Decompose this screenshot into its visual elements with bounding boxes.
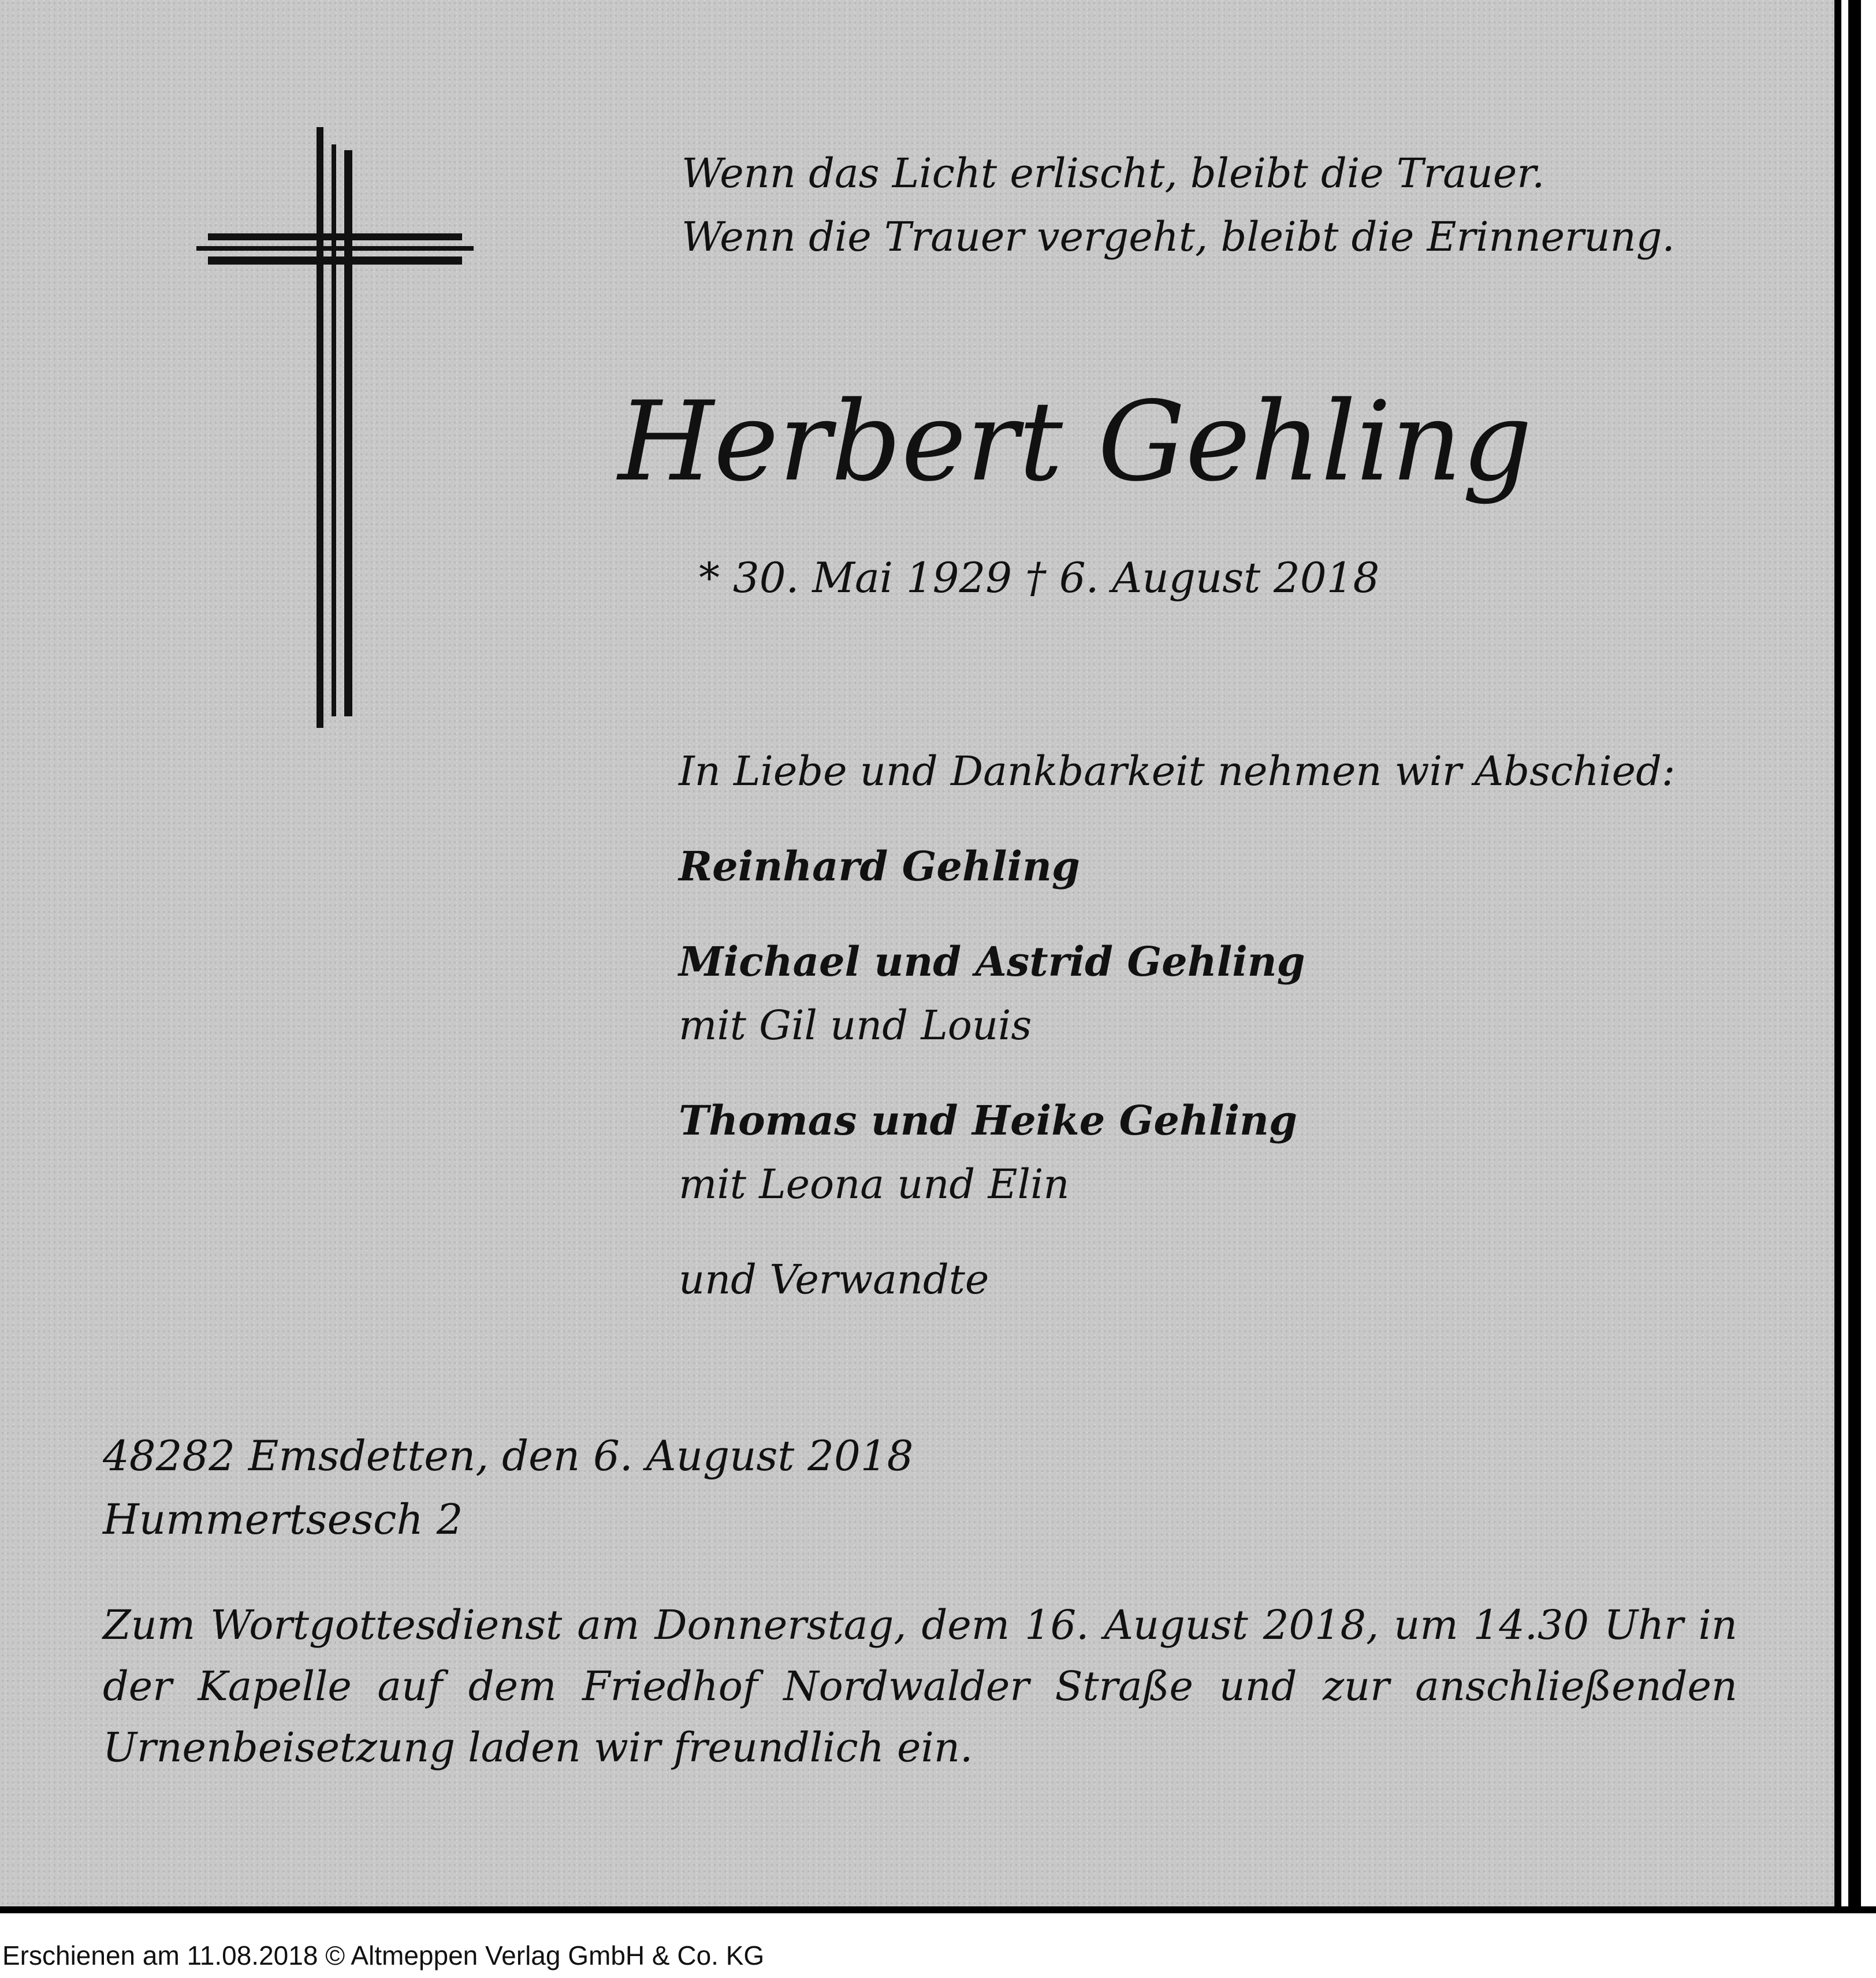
relatives: und Verwandte <box>679 1256 989 1303</box>
border-rule-right <box>1834 0 1841 1912</box>
family-member-name: Reinhard Gehling <box>679 842 1080 890</box>
family-member <box>679 835 1080 898</box>
place-date: 48282 Emsdetten, den 6. August 2018 <box>103 1432 914 1480</box>
life-dates: * 30. Mai 1929 † 6. August 2018 <box>699 553 1380 602</box>
farewell-intro: In Liebe und Dankbarkeit nehmen wir Abschied: <box>679 748 1676 795</box>
family-children: mit Gil und Louis <box>679 1002 1032 1049</box>
family-children: mit Leona und Elin <box>679 1161 1070 1208</box>
family-member <box>679 930 1305 994</box>
publication-footer: Erschienen am 11.08.2018 © Altmeppen Verlag GmbH & Co. KG <box>2 1940 765 1970</box>
deceased-name: Herbert Gehling <box>618 378 1532 505</box>
cross-icon <box>196 127 474 728</box>
border-rule-bottom <box>0 1906 1876 1913</box>
service-announcement: Zum Wortgottesdienst am Donnerstag, dem 16. August 2018, um 14.30 Uhr in der Kapelle auf dem Friedhof Nordwalder Straße und zur anschließenden Urnenbeisetzung laden wir freundlich ein. <box>103 1601 1737 1771</box>
family-member <box>679 1089 1297 1152</box>
motto-line-1: Wenn das Licht erlischt, bleibt die Trauer. <box>682 150 1545 197</box>
motto-line-2: Wenn die Trauer vergeht, bleibt die Erinnerung. <box>682 213 1675 261</box>
address: Hummertsesch 2 <box>103 1495 463 1544</box>
family-member-name: Michael und Astrid Gehling <box>679 938 1305 986</box>
family-member-name: Thomas und Heike Gehling <box>679 1096 1297 1144</box>
border-rule-right-outer <box>1848 0 1861 1912</box>
